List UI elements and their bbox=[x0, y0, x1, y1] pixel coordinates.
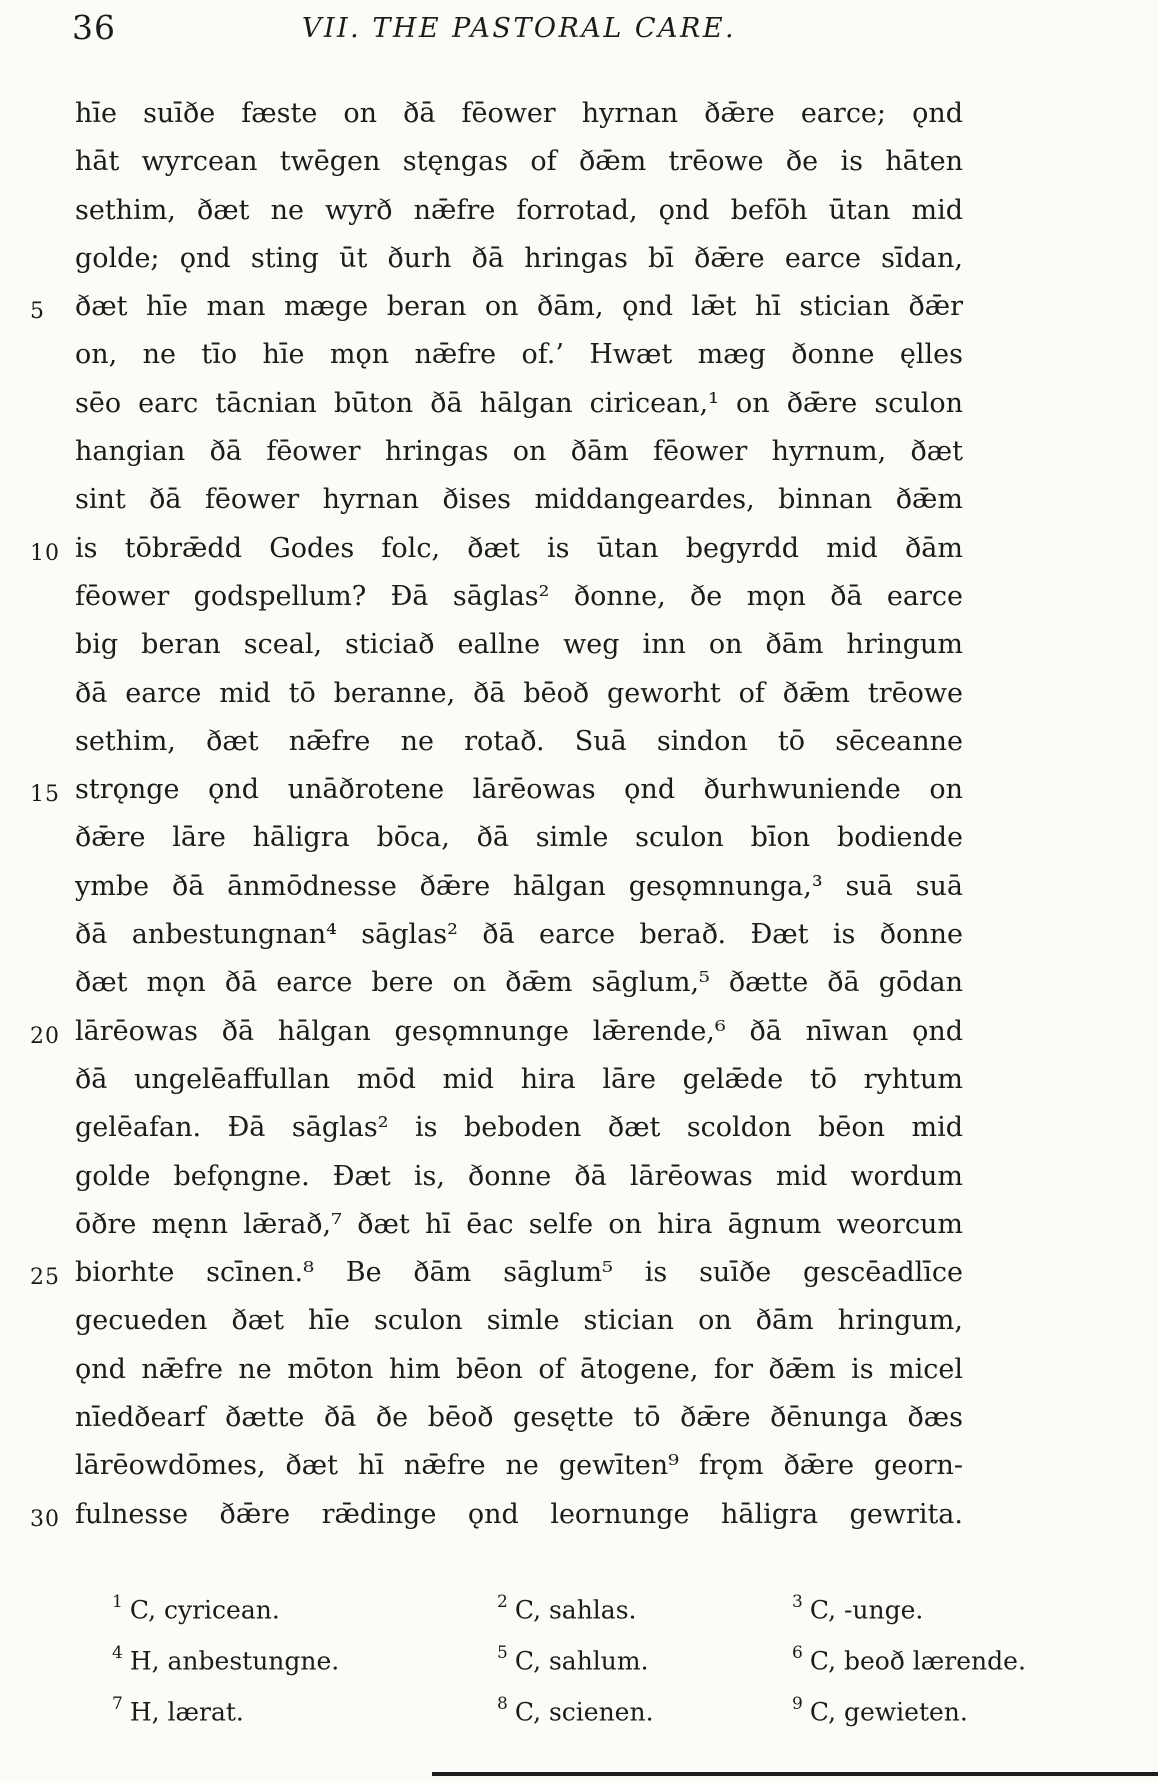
footnote bbox=[497, 1684, 792, 1735]
footnote-text: C, cyricean. bbox=[129, 1595, 280, 1625]
line-text: hīe suīðe fæste on ðā fēower hyrnan ðǣre earce; ǫnd bbox=[75, 98, 963, 129]
line-text: on, ne tīo hīe mǫn nǣfre of.’ Hwæt mæg ðonne ęlles bbox=[75, 339, 963, 371]
text-line bbox=[75, 1201, 963, 1249]
text-line bbox=[75, 380, 963, 428]
line-text: sēo earc tācnian būton ðā hālgan ciricean,¹ on ðǣre sculon bbox=[75, 387, 963, 419]
line-text: strǫnge ǫnd unāðrotene lārēowas ǫnd ðurhwuniende on bbox=[75, 774, 963, 806]
line-text: ǫnd nǣfre ne mōton him bēon of ātogene, for ðǣm is micel bbox=[75, 1353, 963, 1385]
footnote bbox=[792, 1684, 1112, 1735]
text-line bbox=[30, 1249, 963, 1297]
line-text: ðā earce mid tō beranne, ðā bēoð geworht of ðǣm trēowe bbox=[75, 677, 963, 709]
line-text: gecueden ðæt hīe sculon simle stician on ðām hringum, bbox=[75, 1305, 963, 1337]
footnote-text: C, gewieten. bbox=[809, 1696, 968, 1726]
text-line bbox=[30, 766, 963, 814]
line-text: ðæt mǫn ðā earce bere on ðǣm sāglum,⁵ ðætte ðā gōdan bbox=[75, 967, 963, 999]
line-text: ðā ungelēaffullan mōd mid hira lāre gelǣde tō ryhtum bbox=[75, 1063, 963, 1095]
text-line bbox=[75, 187, 963, 235]
text-line bbox=[75, 911, 963, 959]
footnote-text: C, sahlas. bbox=[514, 1595, 637, 1625]
text-line bbox=[75, 1104, 963, 1152]
line-text: sethim, ðæt nǣfre ne rotað. Suā sindon tō sēceanne bbox=[75, 725, 963, 757]
footnote bbox=[792, 1582, 1112, 1633]
margin-line-number: 20 bbox=[30, 1023, 60, 1049]
text-line bbox=[75, 1056, 963, 1104]
body-text bbox=[30, 90, 963, 1539]
footnote bbox=[792, 1633, 1112, 1684]
text-line bbox=[75, 476, 963, 524]
line-text: golde; ǫnd sting ūt ðurh ðā hringas bī ðǣre earce sīdan, bbox=[75, 242, 963, 274]
text-line bbox=[30, 1008, 963, 1056]
margin-line-number: 30 bbox=[30, 1506, 60, 1532]
footnote-text: H, anbestungne. bbox=[129, 1646, 340, 1676]
text-line bbox=[75, 1442, 963, 1490]
footnote-marker: 3 bbox=[792, 1592, 803, 1612]
footnote-text: C, scienen. bbox=[514, 1696, 654, 1726]
footnote bbox=[112, 1684, 497, 1735]
footnote-text: H, lærat. bbox=[129, 1696, 244, 1726]
text-line bbox=[75, 1297, 963, 1345]
text-line bbox=[75, 1346, 963, 1394]
line-text: sint ðā fēower hyrnan ðises middangeardes, binnan ðǣm bbox=[75, 484, 963, 516]
line-text: ðæt hīe man mæge beran on ðām, ǫnd lǣt hī stician ðǣr bbox=[75, 291, 963, 323]
text-line bbox=[75, 814, 963, 862]
text-line bbox=[75, 428, 963, 476]
footnote bbox=[497, 1633, 792, 1684]
line-text: ðǣre lāre hāligra bōca, ðā simle sculon bīon bodiende bbox=[75, 822, 963, 854]
line-text: ðā anbestungnan⁴ sāglas² ðā earce berað. Ðæt is ðonne bbox=[75, 919, 963, 951]
text-line bbox=[75, 959, 963, 1007]
text-line bbox=[30, 283, 963, 331]
line-text: fulnesse ðǣre rǣdinge ǫnd leornunge hāligra gewrita. bbox=[75, 1498, 963, 1530]
footnote-marker: 5 bbox=[497, 1642, 508, 1663]
footnote-text: C, -unge. bbox=[809, 1595, 924, 1625]
line-text: nīedðearf ðætte ðā ðe bēoð gesętte tō ðǣre ðēnunga ðæs bbox=[75, 1402, 963, 1434]
line-text: is tōbrǣdd Godes folc, ðæt is ūtan begyrdd mid ðām bbox=[75, 532, 963, 564]
line-text: gelēafan. Ðā sāglas² is beboden ðæt scoldon bēon mid bbox=[75, 1112, 963, 1144]
line-text: lārēowas ðā hālgan gesǫmnunge lǣrende,⁶ ðā nīwan ǫnd bbox=[75, 1015, 963, 1047]
footnote-text: C, sahlum. bbox=[514, 1646, 649, 1676]
text-line bbox=[75, 863, 963, 911]
page-number: 36 bbox=[72, 8, 116, 47]
text-line bbox=[75, 1394, 963, 1442]
footnote-marker: 6 bbox=[792, 1642, 803, 1663]
line-text: big beran sceal, sticiað eallne weg inn on ðām hringum bbox=[75, 629, 963, 661]
text-line bbox=[75, 331, 963, 379]
footnote-marker: 1 bbox=[112, 1592, 123, 1612]
line-text: golde befǫngne. Ðæt is, ðonne ðā lārēowas mid wordum bbox=[75, 1160, 963, 1192]
text-line bbox=[75, 1153, 963, 1201]
running-title: VII. THE PASTORAL CARE. bbox=[301, 13, 737, 44]
line-text: lārēowdōmes, ðæt hī nǣfre ne gewīten⁹ frǫm ðǣre georn- bbox=[75, 1450, 963, 1482]
line-text: hāt wyrcean twēgen stęngas of ðǣm trēowe ðe is hāten bbox=[75, 146, 963, 178]
footnote-marker: 7 bbox=[112, 1693, 123, 1714]
line-text: hangian ðā fēower hringas on ðām fēower hyrnum, ðæt bbox=[75, 436, 963, 468]
text-line bbox=[75, 573, 963, 621]
scan-edge-artifact bbox=[432, 1772, 1158, 1776]
footnote-block bbox=[112, 1582, 1112, 1734]
margin-line-number: 25 bbox=[30, 1265, 60, 1291]
text-line bbox=[75, 90, 963, 138]
text-line bbox=[75, 235, 963, 283]
margin-line-number: 5 bbox=[30, 299, 45, 325]
footnote-marker: 2 bbox=[497, 1592, 508, 1612]
footnote-marker: 8 bbox=[497, 1693, 508, 1714]
text-line bbox=[30, 1491, 963, 1539]
text-line bbox=[30, 525, 963, 573]
text-line bbox=[75, 670, 963, 718]
footnote-marker: 9 bbox=[792, 1693, 803, 1714]
line-text: biorhte scīnen.⁸ Be ðām sāglum⁵ is suīðe gescēadlīce bbox=[75, 1257, 963, 1289]
line-text: sethim, ðæt ne wyrð nǣfre forrotad, ǫnd befōh ūtan mid bbox=[75, 194, 963, 226]
line-text: fēower godspellum? Ðā sāglas² ðonne, ðe mǫn ðā earce bbox=[75, 580, 963, 612]
footnote bbox=[112, 1633, 497, 1684]
footnote-marker: 4 bbox=[112, 1642, 123, 1663]
line-text: ōðre męnn lǣrað,⁷ ðæt hī ēac selfe on hira āgnum weorcum bbox=[75, 1208, 963, 1240]
footnote-text: C, beoð lærende. bbox=[809, 1646, 1026, 1676]
line-text: ymbe ðā ānmōdnesse ðǣre hālgan gesǫmnunga,³ suā suā bbox=[75, 870, 963, 902]
text-line bbox=[75, 621, 963, 669]
text-line bbox=[75, 718, 963, 766]
footnote bbox=[497, 1582, 792, 1633]
margin-line-number: 15 bbox=[30, 782, 60, 808]
margin-line-number: 10 bbox=[30, 540, 60, 566]
text-line bbox=[75, 138, 963, 186]
footnote bbox=[112, 1582, 497, 1633]
